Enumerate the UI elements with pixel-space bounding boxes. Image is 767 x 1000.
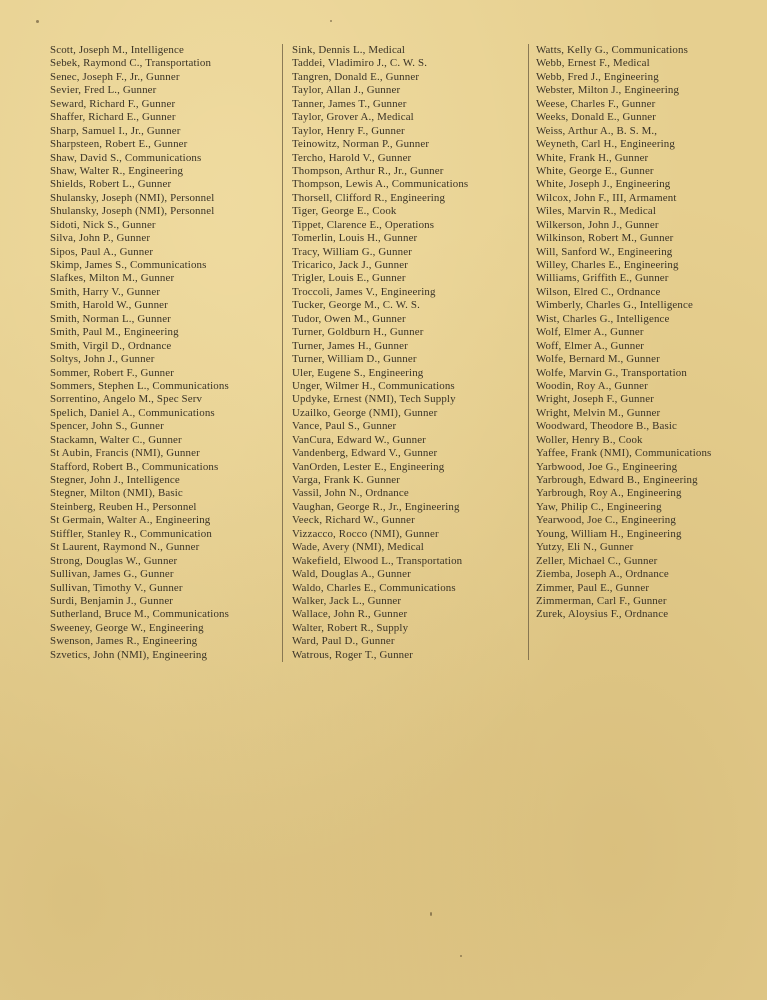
roster-entry: Yutzy, Eli N., Gunner <box>536 541 634 554</box>
roster-entry: Wright, Joseph F., Gunner <box>536 393 654 406</box>
roster-entry: Swenson, James R., Engineering <box>50 635 198 648</box>
roster-entry: Turner, Goldburn H., Gunner <box>292 326 424 339</box>
roster-entry: Weeks, Donald E., Gunner <box>536 111 657 124</box>
roster-entry: Skimp, James S., Communications <box>50 259 207 271</box>
roster-entry: Taylor, Grover A., Medical <box>292 111 414 124</box>
roster-entry: Willey, Charles E., Engineering <box>536 259 679 271</box>
roster-entry: Sharpsteen, Robert E., Gunner <box>50 138 188 151</box>
roster-entry: Zeller, Michael C., Gunner <box>536 554 658 567</box>
roster-entry: Trigler, Louis E., Gunner <box>292 272 406 285</box>
roster-entry: VanOrden, Lester E., Engineering <box>292 460 445 473</box>
paper-speck <box>460 955 462 957</box>
roster-entry: Sharp, Samuel I., Jr., Gunner <box>50 124 181 137</box>
roster-entry: Webb, Ernest F., Medical <box>536 57 650 70</box>
roster-entry: Soltys, John J., Gunner <box>50 353 155 366</box>
roster-entry: Stegner, John J., Intelligence <box>50 474 180 486</box>
roster-entry: Scott, Joseph M., Intelligence <box>50 44 184 56</box>
roster-entry: VanCura, Edward W., Gunner <box>292 433 426 446</box>
roster-entry: Smith, Virgil D., Ordnance <box>50 339 172 352</box>
roster-entry: Shaw, Walter R., Engineering <box>50 164 184 177</box>
roster-entry: Shields, Robert L., Gunner <box>50 178 172 191</box>
roster-entry: Tomerlin, Louis H., Gunner <box>292 232 418 245</box>
roster-entry: Steinberg, Reuben H., Personnel <box>50 500 197 513</box>
roster-entry: Walter, Robert R., Supply <box>292 621 409 634</box>
roster-entry: White, Joseph J., Engineering <box>536 178 671 191</box>
roster-entry: Varga, Frank K. Gunner <box>292 474 401 486</box>
roster-entry: Sullivan, Timothy V., Gunner <box>50 581 183 594</box>
roster-entry: Wiles, Marvin R., Medical <box>536 205 657 218</box>
roster-entry: Wakefield, Elwood L., Transportation <box>292 554 463 567</box>
roster-entry: Tercho, Harold V., Gunner <box>292 151 412 164</box>
roster-entry: Wilkinson, Robert M., Gunner <box>536 232 674 245</box>
roster-entry: Unger, Wilmer H., Communications <box>292 379 455 392</box>
roster-entry: St Aubin, Francis (NMI), Gunner <box>50 447 200 460</box>
roster-entry: Wallace, John R., Gunner <box>292 608 408 621</box>
roster-entry: Sweeney, George W., Engineering <box>50 621 204 634</box>
roster-entry: Stegner, Milton (NMI), Basic <box>50 487 183 500</box>
roster-entry: Woodward, Theodore B., Basic <box>536 420 678 433</box>
roster-entry: Wist, Charles G., Intelligence <box>536 312 670 325</box>
roster-entry: White, Frank H., Gunner <box>536 151 649 164</box>
roster-entry: Sutherland, Bruce M., Communications <box>50 608 230 621</box>
roster-entry: Tippet, Clarence E., Operations <box>292 218 435 231</box>
roster-entry: Vizzacco, Rocco (NMI), Gunner <box>292 527 439 540</box>
roster-entry: St Laurent, Raymond N., Gunner <box>50 541 200 554</box>
roster-entry: Taylor, Allan J., Gunner <box>292 84 401 97</box>
roster-entry: Wilkerson, John J., Gunner <box>536 218 659 231</box>
roster-entry: Zimmerman, Carl F., Gunner <box>536 594 667 607</box>
roster-entry: Sommers, Stephen L., Communications <box>50 379 229 392</box>
roster-entry: Stackamn, Walter C., Gunner <box>50 433 182 446</box>
roster-entry: Yaw, Philip C., Engineering <box>536 500 662 513</box>
paper-speck <box>330 20 332 22</box>
roster-entry: Sipos, Paul A., Gunner <box>50 245 154 258</box>
roster-entry: Shulansky, Joseph (NMI), Personnel <box>50 205 215 218</box>
roster-entry: Slafkes, Milton M., Gunner <box>50 272 175 285</box>
roster-entry: Woodin, Roy A., Gunner <box>536 379 648 392</box>
roster-entry: Wade, Avery (NMI), Medical <box>292 541 424 554</box>
roster-entry: Weyneth, Carl H., Engineering <box>536 138 675 151</box>
roster-entry: Yaffee, Frank (NMI), Communications <box>536 447 712 460</box>
roster-entry: Thompson, Arthur R., Jr., Gunner <box>292 164 444 177</box>
roster-entry: Young, William H., Engineering <box>536 527 682 540</box>
roster-entry: Weese, Charles F., Gunner <box>536 97 656 110</box>
roster-entry: Smith, Norman L., Gunner <box>50 312 171 325</box>
roster-entry: Vandenberg, Edward V., Gunner <box>292 447 438 460</box>
roster-entry: Ziemba, Joseph A., Ordnance <box>536 568 669 581</box>
roster-entry: Strong, Douglas W., Gunner <box>50 554 178 567</box>
roster-entry: Watts, Kelly G., Communications <box>536 44 688 56</box>
roster-entry: Teinowitz, Norman P., Gunner <box>292 138 430 151</box>
roster-entry: Shulansky, Joseph (NMI), Personnel <box>50 191 215 204</box>
roster-entry: Thorsell, Clifford R., Engineering <box>292 191 446 204</box>
roster-entry: Zimmer, Paul E., Gunner <box>536 581 650 594</box>
column-divider-1 <box>282 44 283 662</box>
roster-entry: Waldo, Charles E., Communications <box>292 581 456 594</box>
roster-entry: Yarbrough, Edward B., Engineering <box>536 474 698 486</box>
roster-entry: Szvetics, John (NMI), Engineering <box>50 648 208 661</box>
roster-entry: Tanner, James T., Gunner <box>292 97 407 110</box>
roster-entry: Senec, Joseph F., Jr., Gunner <box>50 70 180 83</box>
roster-entry: Silva, John P., Gunner <box>50 232 151 245</box>
roster-entry: Spelich, Daniel A., Communications <box>50 406 215 419</box>
roster-entry: Williams, Griffith E., Gunner <box>536 272 669 285</box>
roster-entry: Webb, Fred J., Engineering <box>536 70 659 83</box>
roster-entry: Wright, Melvin M., Gunner <box>536 406 661 419</box>
roster-entry: Will, Sanford W., Engineering <box>536 245 673 258</box>
roster-entry: Woff, Elmer A., Gunner <box>536 339 645 352</box>
paper-speck <box>36 20 39 23</box>
roster-entry: Webster, Milton J., Engineering <box>536 84 680 97</box>
roster-entry: Walker, Jack L., Gunner <box>292 594 402 607</box>
roster-column-3 <box>536 44 758 622</box>
roster-entry: Sorrentino, Angelo M., Spec Serv <box>50 393 203 406</box>
roster-entry: Sommer, Robert F., Gunner <box>50 366 175 379</box>
roster-entry: Wald, Douglas A., Gunner <box>292 568 411 581</box>
roster-entry: Tucker, George M., C. W. S. <box>292 299 420 312</box>
roster-entry: Tudor, Owen M., Gunner <box>292 312 406 325</box>
roster-entry: Sink, Dennis L., Medical <box>292 44 406 56</box>
roster-entry: Vance, Paul S., Gunner <box>292 420 397 433</box>
roster-entry: Sullivan, James G., Gunner <box>50 568 174 581</box>
roster-entry: Veeck, Richard W., Gunner <box>292 514 415 527</box>
roster-entry: Turner, William D., Gunner <box>292 353 417 366</box>
paper-speck <box>430 912 432 916</box>
roster-entry: Tiger, George E., Cook <box>292 205 397 218</box>
roster-entry: Smith, Paul M., Engineering <box>50 326 179 339</box>
roster-entry: Smith, Harold W., Gunner <box>50 299 168 312</box>
roster-entry: Seward, Richard F., Gunner <box>50 97 176 110</box>
roster-entry: Weiss, Arthur A., B. S. M., <box>536 124 658 137</box>
roster-entry: Thompson, Lewis A., Communications <box>292 178 469 191</box>
roster-entry: Vassil, John N., Ordnance <box>292 487 409 500</box>
roster-entry: Sidoti, Nick S., Gunner <box>50 218 156 231</box>
roster-entry: Uler, Eugene S., Engineering <box>292 366 424 379</box>
roster-entry: Taddei, Vladimiro J., C. W. S. <box>292 57 428 70</box>
roster-entry: Sevier, Fred L., Gunner <box>50 84 157 97</box>
roster-column-2 <box>292 44 522 662</box>
roster-entry: Smith, Harry V., Gunner <box>50 285 161 298</box>
roster-entry: Wimberly, Charles G., Intelligence <box>536 299 693 312</box>
roster-entry: Taylor, Henry F., Gunner <box>292 124 405 137</box>
roster-entry: Uzailko, George (NMI), Gunner <box>292 406 438 419</box>
roster-entry: Wolf, Elmer A., Gunner <box>536 326 644 339</box>
roster-entry: Ward, Paul D., Gunner <box>292 635 395 648</box>
roster-entry: Vaughan, George R., Jr., Engineering <box>292 500 460 513</box>
roster-entry: Tangren, Donald E., Gunner <box>292 70 420 83</box>
roster-entry: Tracy, William G., Gunner <box>292 245 412 258</box>
roster-entry: St Germain, Walter A., Engineering <box>50 514 211 527</box>
roster-entry: Sebek, Raymond C., Transportation <box>50 57 212 70</box>
roster-entry: Troccoli, James V., Engineering <box>292 285 436 298</box>
roster-entry: Wolfe, Marvin G., Transportation <box>536 366 687 379</box>
roster-entry: Shaw, David S., Communications <box>50 151 202 164</box>
roster-entry: Zurek, Aloysius F., Ordnance <box>536 608 669 621</box>
roster-entry: Stafford, Robert B., Communications <box>50 460 219 473</box>
roster-entry: Watrous, Roger T., Gunner <box>292 648 414 661</box>
roster-entry: Turner, James H., Gunner <box>292 339 408 352</box>
roster-entry: Updyke, Ernest (NMI), Tech Supply <box>292 393 456 406</box>
roster-entry: Wolfe, Bernard M., Gunner <box>536 353 660 366</box>
roster-column-1 <box>50 44 278 662</box>
roster-entry: Yarbrough, Roy A., Engineering <box>536 487 682 500</box>
column-divider-2 <box>528 44 529 660</box>
roster-entry: Spencer, John S., Gunner <box>50 420 164 433</box>
roster-entry: Stiffler, Stanley R., Communication <box>50 527 212 540</box>
roster-entry: Shaffer, Richard E., Gunner <box>50 111 176 124</box>
roster-entry: Wilson, Elred C., Ordnance <box>536 285 661 298</box>
roster-entry: Surdi, Benjamin J., Gunner <box>50 594 174 607</box>
roster-entry: Yearwood, Joe C., Engineering <box>536 514 676 527</box>
roster-entry: Wilcox, John F., III, Armament <box>536 191 677 204</box>
roster-entry: Yarbwood, Joe G., Engineering <box>536 460 678 473</box>
roster-entry: White, George E., Gunner <box>536 164 654 177</box>
roster-entry: Woller, Henry B., Cook <box>536 433 643 446</box>
roster-entry: Tricarico, Jack J., Gunner <box>292 259 409 271</box>
